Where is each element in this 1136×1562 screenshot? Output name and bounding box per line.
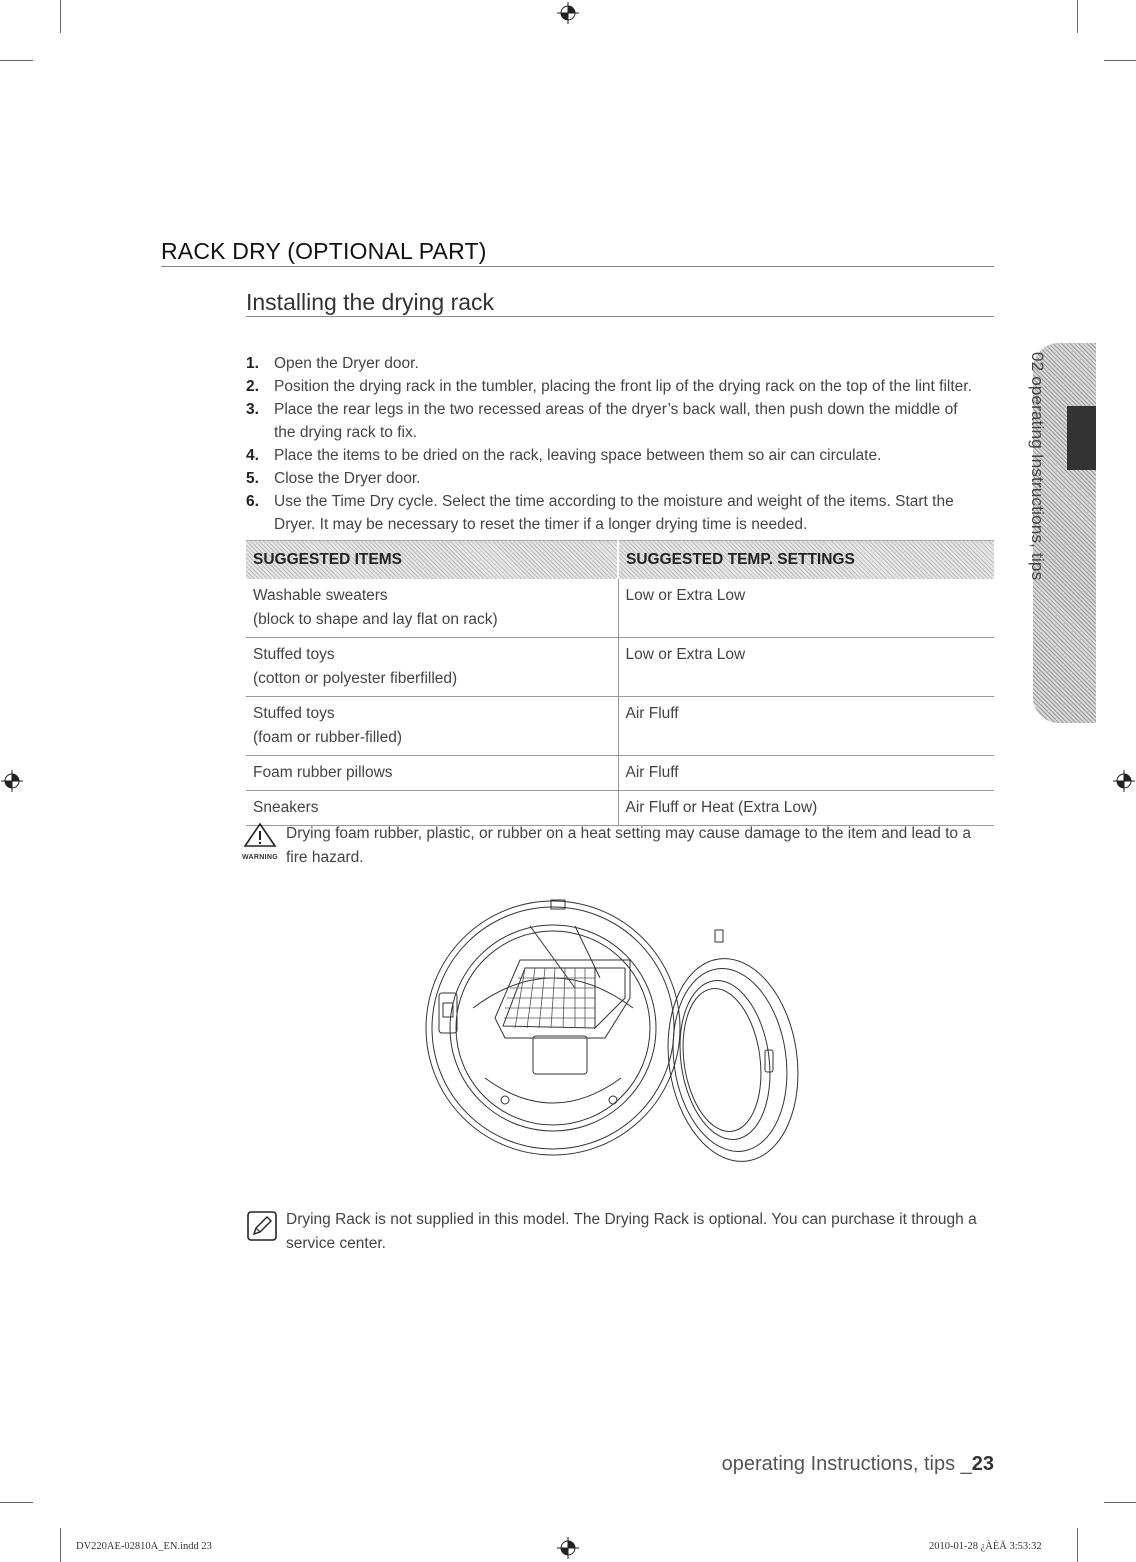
item-name: Washable sweaters — [253, 587, 388, 604]
setting-cell: Air Fluff or Heat (Extra Low) — [618, 791, 994, 826]
crop-mark — [60, 1528, 61, 1562]
warning-triangle-icon — [240, 822, 280, 848]
step-text: Close the Dryer door. — [274, 470, 421, 487]
warning-label: WARNING — [242, 854, 278, 861]
table-row — [246, 756, 994, 791]
crop-mark — [0, 1502, 33, 1503]
step-text: Open the Dryer door. — [274, 355, 419, 372]
step-number: 2. — [246, 378, 259, 395]
chapter-tab-marker — [1067, 406, 1096, 470]
crop-mark — [1104, 60, 1136, 61]
section-divider — [161, 266, 994, 267]
table-row — [246, 791, 994, 826]
step-text: Place the items to be dried on the rack, leaving space between them so air can circulate. — [274, 447, 882, 464]
item-cell — [246, 579, 618, 638]
item-name: Stuffed toys — [253, 705, 335, 722]
subsection-divider — [246, 316, 994, 317]
table-row — [246, 638, 994, 697]
item-cell — [246, 791, 618, 826]
table-row — [246, 697, 994, 756]
item-cell — [246, 638, 618, 697]
crop-mark — [60, 0, 61, 33]
setting-cell: Low or Extra Low — [618, 579, 994, 638]
step-text: Place the rear legs in the two recessed areas of the dryer’s back wall, then push down the middle of the drying rack to fix. — [274, 401, 958, 441]
step-text: Use the Time Dry cycle. Select the time according to the moisture and weight of the items. Start the Dryer. It may be necessary to reset the timer if a longer drying time is needed. — [274, 493, 954, 533]
page-footer — [722, 1453, 994, 1476]
table-header-row — [246, 541, 994, 580]
setting-cell: Air Fluff — [618, 697, 994, 756]
item-cell — [246, 756, 618, 791]
step-number: 6. — [246, 493, 259, 510]
column-header: SUGGESTED ITEMS — [246, 541, 618, 580]
crop-mark — [1077, 1528, 1078, 1562]
item-detail: (cotton or polyester fiberfilled) — [253, 670, 458, 687]
registration-mark-icon — [1, 770, 23, 792]
column-header: SUGGESTED TEMP. SETTINGS — [618, 541, 994, 580]
section-title: RACK DRY (OPTIONAL PART) — [161, 238, 487, 264]
crop-mark — [1077, 0, 1078, 33]
item-cell — [246, 697, 618, 756]
crop-mark — [0, 60, 33, 61]
print-slug-file: DV220AE-02810A_EN.indd 23 — [76, 1541, 212, 1552]
print-slug-date: 2010-01-28 ¿ÀÈÄ 3:53:32 — [929, 1541, 1042, 1552]
suggested-items-table — [246, 540, 994, 826]
step-item — [246, 467, 981, 490]
page-number: 23 — [971, 1453, 994, 1475]
setting-cell: Low or Extra Low — [618, 638, 994, 697]
registration-mark-icon — [557, 1537, 579, 1559]
item-name: Foam rubber pillows — [253, 764, 393, 781]
step-number: 5. — [246, 470, 259, 487]
item-name: Sneakers — [253, 799, 319, 816]
table-row — [246, 579, 994, 638]
step-item — [246, 490, 981, 536]
note-text: Drying Rack is not supplied in this model. The Drying Rack is optional. You can purchase it through a service center. — [286, 1211, 977, 1252]
item-detail: (foam or rubber-filled) — [253, 729, 403, 746]
step-number: 3. — [246, 401, 259, 418]
note-pencil-icon — [246, 1210, 278, 1242]
step-number: 1. — [246, 355, 259, 372]
step-number: 4. — [246, 447, 259, 464]
subsection-title: Installing the drying rack — [246, 289, 495, 315]
chapter-tab-text: 02 operating Instructions, tips — [1028, 352, 1047, 581]
footer-text: operating Instructions, tips _ — [721, 1453, 972, 1475]
crop-mark — [1104, 1502, 1136, 1503]
setting-cell: Air Fluff — [618, 756, 994, 791]
registration-mark-icon — [1113, 770, 1135, 792]
step-text: Position the drying rack in the tumbler, placing the front lip of the drying rack on the top of the lint filter. — [274, 378, 972, 395]
chapter-tab-label — [1027, 352, 1059, 612]
warning-block-icon — [240, 822, 280, 861]
step-item — [246, 444, 981, 467]
step-item — [246, 352, 981, 375]
item-name: Stuffed toys — [253, 646, 335, 663]
item-detail: (block to shape and lay flat on rack) — [253, 611, 498, 628]
installation-steps — [246, 352, 981, 536]
warning-text: Drying foam rubber, plastic, or rubber on a heat setting may cause damage to the item and lead to a fire hazard. — [286, 825, 971, 866]
step-item — [246, 398, 981, 444]
dryer-rack-illustration — [425, 888, 805, 1170]
registration-mark-icon — [557, 2, 579, 24]
step-item — [246, 375, 981, 398]
